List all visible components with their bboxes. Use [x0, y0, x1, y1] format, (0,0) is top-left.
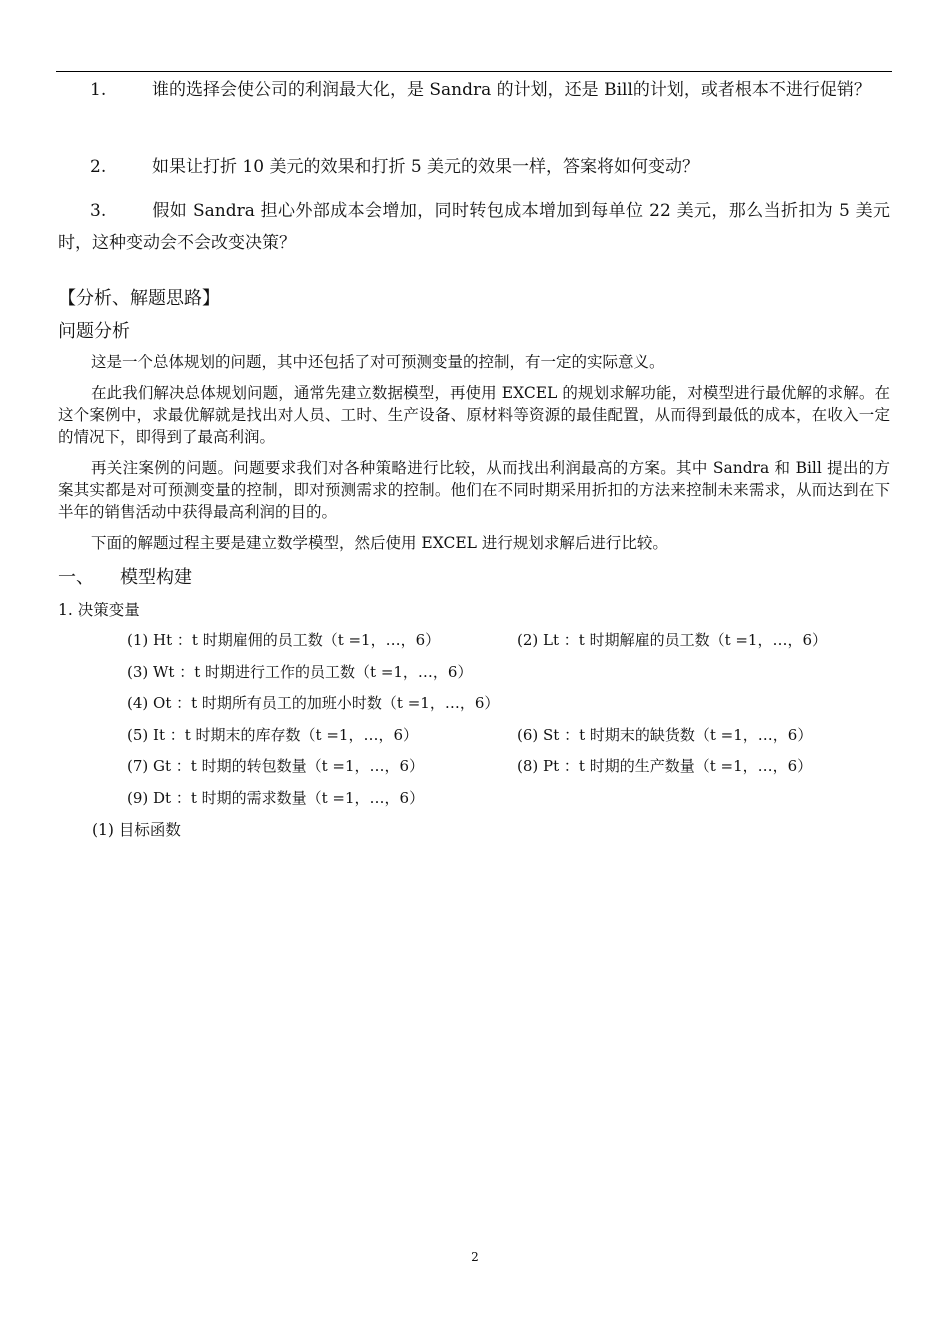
variable-item: (7) Gt ：t 时期的转包数量（t =1，…，6）: [127, 757, 425, 775]
question-text: 如果让打折 10 美元的效果和打折 5 美元的效果一样，答案将如何变动？: [152, 157, 700, 177]
paragraph: 下面的解题过程主要是建立数学模型，然后使用 EXCEL 进行规划求解后进行比较。: [91, 534, 668, 552]
section-heading: [58, 563, 192, 589]
variable-item: (1) Ht ：t 时期雇佣的员工数（t =1，…，6）: [127, 631, 441, 649]
section-title: 模型构建: [120, 567, 192, 588]
top-rule: [56, 71, 892, 72]
question-number: 1.: [90, 80, 107, 100]
decision-variables-heading: 1. 决策变量: [58, 601, 140, 619]
variable-item: (2) Lt ：t 时期解雇的员工数（t =1，…，6）: [517, 631, 828, 649]
section-number: 一、: [58, 567, 94, 588]
question-text: 假如 Sandra 担心外部成本会增加，同时转包成本增加到每单位 22 美元，那么当折扣为 5 美元时，这种变动会不会改变决策？: [58, 201, 890, 253]
analysis-heading: 【分析、解题思路】: [58, 288, 220, 309]
variable-item: (5) It ：t 时期末的库存数（t =1，…，6）: [127, 726, 418, 744]
question-number: 3.: [90, 201, 107, 221]
question-number: 2.: [90, 157, 107, 177]
page-number: 2: [471, 1250, 479, 1264]
paragraph: 再关注案例的问题。问题要求我们对各种策略进行比较，从而找出利润最高的方案。其中 Sandra 和 Bill 提出的方案其实都是对可预测变量的控制，即对预测需求的控制。他们在不同时期采用折扣的方法来控制未来需求，从而达到在下半年的销售活动中获得最高利润的目的。: [58, 459, 890, 521]
variable-item: (3) Wt ：t 时期进行工作的员工数（t =1，…，6）: [127, 663, 473, 681]
problem-analysis-heading: 问题分析: [58, 321, 130, 342]
question-3: [58, 195, 890, 259]
question-2: [58, 151, 890, 183]
objective-function-heading: (1) 目标函数: [92, 821, 181, 839]
question-text: 谁的选择会使公司的利润最大化，是 Sandra 的计划，还是 Bill的计划，或者根本不进行促销？: [152, 80, 871, 100]
paragraph: 在此我们解决总体规划问题，通常先建立数据模型，再使用 EXCEL 的规划求解功能，对模型进行最优解的求解。在这个案例中，求最优解就是找出对人员、工时、生产设备、原材料等资源的最佳配置，从而得到最低的成本，在收入一定的情况下，即得到了最高利润。: [58, 384, 890, 446]
variable-item: (9) Dt ：t 时期的需求数量（t =1，…，6）: [127, 789, 425, 807]
question-1: [58, 74, 890, 106]
variable-item: (6) St ：t 时期末的缺货数（t =1，…，6）: [517, 726, 813, 744]
paragraph: 这是一个总体规划的问题，其中还包括了对可预测变量的控制，有一定的实际意义。: [91, 353, 665, 371]
variable-item: (4) Ot ：t 时期所有员工的加班小时数（t =1，…，6）: [127, 694, 500, 712]
variable-item: (8) Pt ：t 时期的生产数量（t =1，…，6）: [517, 757, 813, 775]
